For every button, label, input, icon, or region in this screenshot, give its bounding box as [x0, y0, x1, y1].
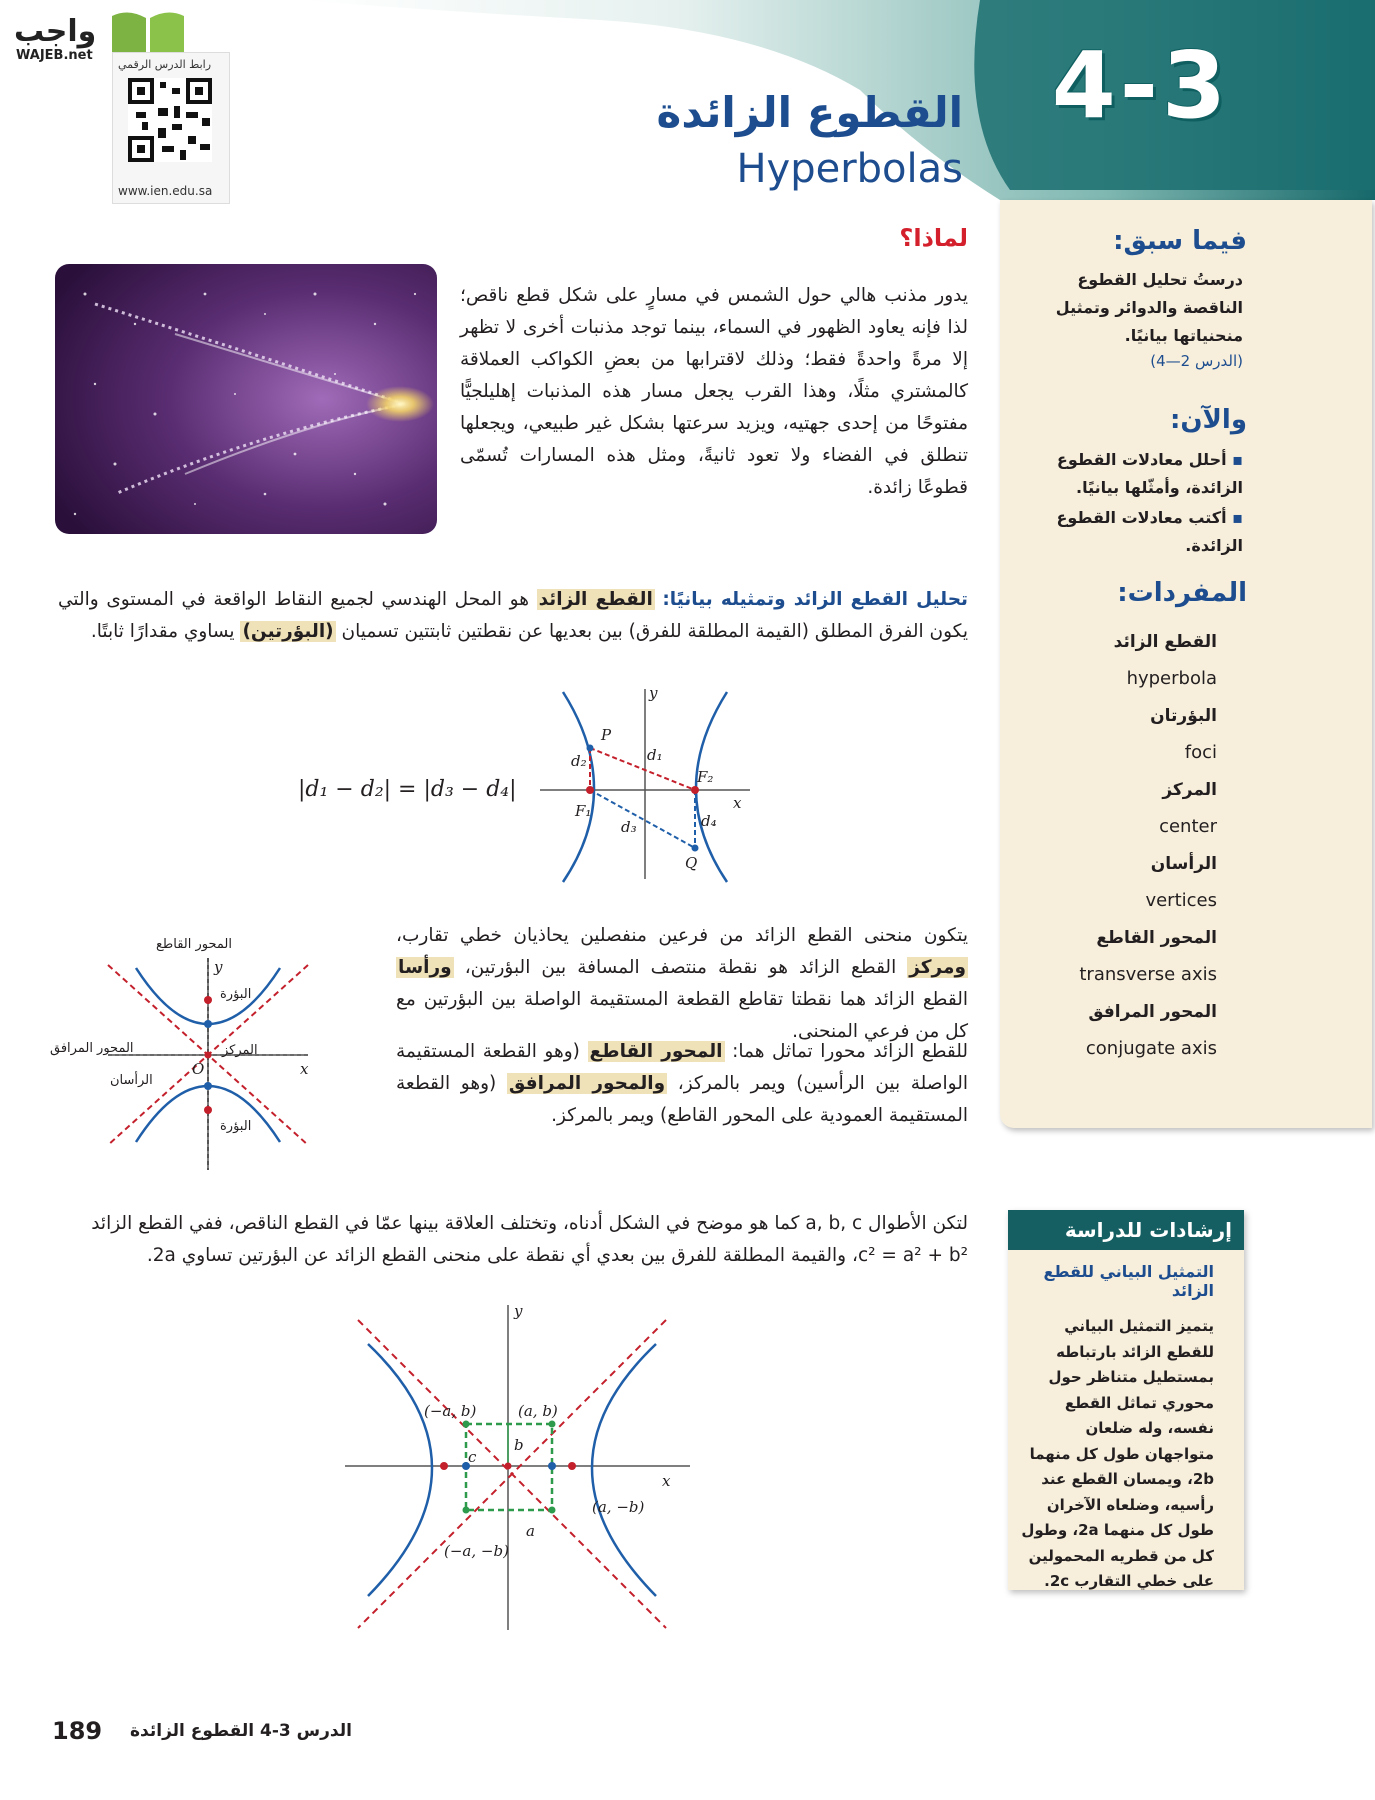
- focus-bottom: [204, 1106, 212, 1114]
- vocab-term-ar: البؤرتان: [1150, 706, 1217, 726]
- section-3-text-b: (وهو القطعة المستقيمة الواصلة بين الرأسين) ويمر بالمركز،: [396, 1041, 968, 1094]
- label-d1: d₁: [647, 746, 663, 764]
- term-vertices: ورأسا: [398, 957, 452, 978]
- vertex-bottom: [204, 1082, 212, 1090]
- center-point: [205, 1052, 212, 1059]
- qr-caption: رابط الدرس الرقمي: [118, 58, 212, 71]
- label-y: y: [214, 958, 223, 976]
- study-tip-title: إرشادات للدراسة: [1008, 1210, 1244, 1250]
- focus-f1: [586, 786, 594, 794]
- label-focus-top: البؤرة: [220, 987, 252, 1002]
- label-transverse-axis: المحور القاطع: [156, 937, 232, 952]
- focus-f2: [691, 786, 699, 794]
- label-a-neg-b: (a, −b): [592, 1498, 645, 1516]
- label-conjugate-axis: المحور المرافق: [50, 1041, 134, 1056]
- lesson-number: 4-3: [1051, 32, 1230, 139]
- vocab-term-ar: المحور المرافق: [1088, 1002, 1217, 1022]
- label-x: x: [300, 1060, 309, 1078]
- now-item-2: ▪ أكتب معادلات القطوع الزائدة.: [1056, 508, 1243, 555]
- qr-url[interactable]: www.ien.edu.sa: [118, 184, 213, 198]
- section-3-text-a: للقطع الزائد محورا تماثل هما:: [732, 1041, 969, 1062]
- vertex-top: [204, 1020, 212, 1028]
- vocab-term-ar: القطع الزائد: [1113, 632, 1217, 652]
- vocab-term-ar: المركز: [1162, 780, 1217, 800]
- section-2-text-a: يتكون منحنى القطع الزائد من فرعين منفصلين يحاذيان خطي تقارب،: [396, 925, 968, 946]
- comet-photo: [55, 264, 437, 534]
- label-neg-a-neg-b: (−a, −b): [444, 1542, 509, 1560]
- vocab-term-en: conjugate axis: [1085, 1038, 1217, 1059]
- vocab-heading: المفردات:: [1117, 578, 1247, 608]
- vertex-right: [548, 1462, 556, 1470]
- vocab-term-en: foci: [1184, 742, 1217, 763]
- label-x: x: [733, 794, 742, 812]
- label-y: y: [514, 1302, 523, 1320]
- study-tip-subtitle: التمثيل البياني للقطع الزائد: [1043, 1262, 1214, 1300]
- label-b: b: [514, 1436, 524, 1454]
- vocab-term-ar: المحور القاطع: [1096, 928, 1217, 948]
- section-1-text-b: يساوي مقدارًا ثابتًا.: [90, 621, 235, 642]
- label-a: a: [526, 1522, 535, 1540]
- page-number: 189: [52, 1717, 103, 1745]
- focus-top: [204, 996, 212, 1004]
- point-q: [692, 845, 699, 852]
- term-hyperbola: القطع الزائد: [538, 589, 653, 610]
- focus-right: [568, 1462, 576, 1470]
- section-4-line-1: لتكن الأطوال a, b, c كما هو موضح في الشكل أدناه، وتختلف العلاقة بينها عمّا في القطع الناقص، ففي القطع الزائد: [91, 1213, 968, 1234]
- section-3-text-c: (وهو القطعة المستقيمة العمودية على المحور القاطع) ويمر بالمركز.: [396, 1073, 968, 1126]
- label-neg-a-b: (−a, b): [424, 1402, 477, 1420]
- section-1-text-a: هو المحل الهندسي لجميع النقاط الواقعة في المستوى والتي يكون الفرق المطلق (القيمة المطلقة للفرق) بين بعديها عن نقطتين ثابتتين تسميان: [58, 589, 968, 642]
- section-1-heading: تحليل القطع الزائد وتمثيله بيانيًا:: [662, 589, 968, 610]
- right-branch: [696, 692, 727, 882]
- term-center: ومركز: [909, 957, 967, 978]
- label-q: Q: [685, 854, 698, 872]
- now-heading: والآن:: [1169, 405, 1247, 435]
- qr-code-icon[interactable]: [128, 78, 212, 162]
- section-3-paragraph: [396, 1036, 968, 1132]
- page-title-ar: القطوع الزائدة: [656, 88, 963, 137]
- label-y: y: [649, 684, 658, 702]
- term-transverse-axis: المحور القاطع: [589, 1041, 723, 1062]
- why-paragraph: يدور مذنب هالي حول الشمس في مسارٍ على شكل قطع ناقص؛ لذا فإنه يعاود الظهور في السماء، بينما توجد مذنبات أخرى لا تظهر إلا مرةً واحدةً فقط؛ وذلك لاقترابها من بعضِ الكواكب العملاقة كالمشتري مثلًا، وهذا القرب يجعل مسار هذه المذنبات إهليلجيًّا مفتوحًا من إحدى جهتيه، ويزيد سرعتها بشكل غير طبيعي، ويجعلها تنطلق في الفضاء ولا تعود ثانيةً، ومثل هذه المسارات تُسمّى قطوعًا زائدة.: [460, 285, 968, 498]
- now-item-1: ▪ أحلل معادلات القطوع الزائدة، وأمثّلها بيانيًا.: [1056, 450, 1243, 497]
- label-focus-bottom: البؤرة: [220, 1119, 252, 1134]
- label-vertices: الرأسان: [110, 1073, 153, 1088]
- why-heading: لماذا؟: [899, 224, 968, 252]
- before-ref: (الدرس 2—4): [1150, 352, 1243, 370]
- label-d3: d₃: [621, 818, 637, 836]
- study-tip-body: يتميز التمثيل البياني للقطع الزائد بارتباطه بمستطيل متناظر حول محوري تماثل القطع نفسه، وله ضلعان متواجهان طول كل منهما 2b، ويمسان القطع عند رأسيه، وضلعاه الآخران طول كل منهما 2a، وطول كل من قطريه المحمولين على خطي التقارب 2c.: [1021, 1317, 1214, 1590]
- section-4-paragraph: [58, 1208, 968, 1272]
- center-point: [505, 1463, 512, 1470]
- label-origin: O: [192, 1060, 205, 1078]
- term-conjugate-axis: والمحور المرافق: [508, 1073, 666, 1094]
- vocab-term-en: hyperbola: [1126, 668, 1217, 689]
- label-center: المركز: [222, 1043, 258, 1058]
- footer-lesson-label: الدرس 3-4 القطوع الزائدة: [130, 1721, 352, 1741]
- section-2-text-b: القطع الزائد هو نقطة منتصف المسافة بين البؤرتين،: [464, 957, 897, 978]
- label-p: P: [601, 726, 612, 744]
- point-p: [587, 745, 594, 752]
- label-d2: d₂: [571, 752, 587, 770]
- vocab-term-en: center: [1159, 816, 1217, 837]
- diagram-a-b-c-rectangle: [340, 1300, 720, 1636]
- label-d4: d₄: [701, 812, 717, 830]
- before-text: درستُ تحليل القطوع الناقصة والدوائر وتمثيل منحنياتها بيانيًا.: [1055, 270, 1243, 345]
- page-title-en: Hyperbolas: [736, 146, 963, 192]
- diagram-foci-distances: [535, 684, 755, 884]
- before-heading: فيما سبق:: [1113, 226, 1247, 256]
- left-branch: [368, 1344, 432, 1596]
- focus-left: [440, 1462, 448, 1470]
- diagram-hyperbola-parts: [48, 930, 368, 1175]
- section-4-line-2: c² = a² + b²، والقيمة المطلقة للفرق بين بعدي أي نقطة على منحنى القطع الزائد عن البؤرتين تساوي 2a.: [146, 1245, 968, 1266]
- label-x: x: [662, 1472, 671, 1490]
- section-2-paragraph: [396, 920, 968, 1048]
- vocab-term-en: transverse axis: [1079, 964, 1217, 985]
- vocab-term-ar: الرأسان: [1150, 854, 1217, 874]
- logo-text-en: WAJEB.net: [16, 48, 93, 63]
- term-foci: (البؤرتين): [242, 621, 334, 642]
- logo-text-ar: واجب: [14, 14, 97, 49]
- section-1-paragraph: [58, 584, 968, 648]
- label-a-b: (a, b): [518, 1402, 558, 1420]
- right-branch: [592, 1344, 656, 1596]
- label-f2: F₂: [697, 768, 714, 786]
- label-c: c: [468, 1448, 477, 1466]
- section-2-text-c: القطع الزائد هما نقطتا تقاطع القطعة المستقيمة الواصلة بين البؤرتين مع كل من فرعي المنحنى.: [396, 989, 968, 1042]
- distance-equation: |d₁ − d₂| = |d₃ − d₄|: [298, 777, 517, 802]
- label-f1: F₁: [575, 802, 592, 820]
- vocab-term-en: vertices: [1145, 890, 1217, 911]
